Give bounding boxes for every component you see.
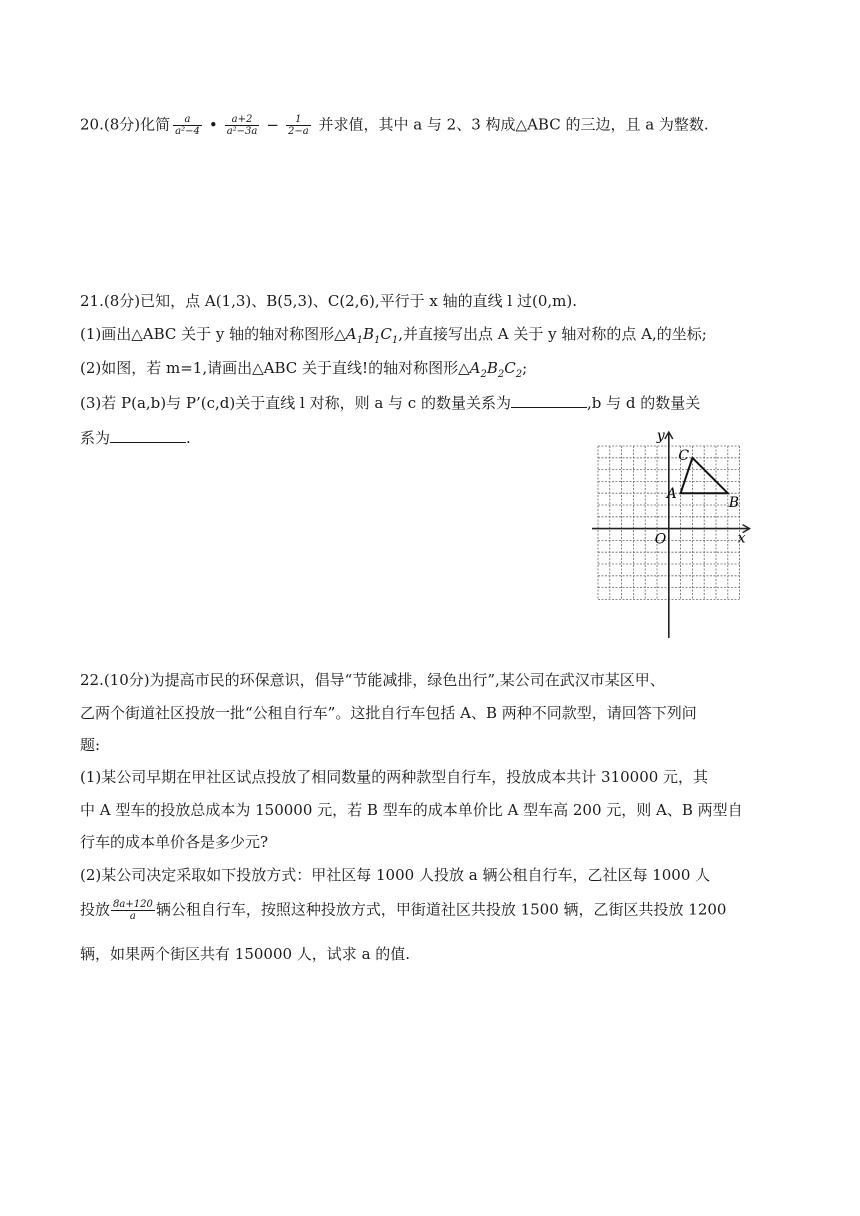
triangle-a1b1c1: $A_1B_1C_1$ bbox=[345, 325, 399, 346]
q21-part3-line2: 系为 . bbox=[80, 429, 191, 447]
answer-blank-1[interactable] bbox=[511, 393, 587, 408]
q21-part1: (1)画出△ABC 关于 y 轴的轴对称图形$\triangle A_1B_1C_1$,并直接写出点 A 关于 y 轴对称的点 A,的坐标; bbox=[80, 325, 707, 346]
q22-line3: 题: bbox=[80, 736, 101, 754]
coordinate-grid-figure bbox=[590, 428, 796, 642]
q21-part2: (2)如图，若 m=1,请画出△ABC 关于直线!的轴对称图形$\triangle A_2B_2C_2$; bbox=[80, 359, 528, 380]
q22-fraction: $\frac{8a+120}{a}$ bbox=[113, 899, 153, 922]
point-a-label: A bbox=[666, 486, 677, 503]
axes bbox=[592, 432, 750, 638]
q22-part1-line1: (1)某公司早期在甲社区试点投放了相同数量的两种款型自行车，投放成本共计 310000 元，其 bbox=[80, 768, 709, 786]
q22-part1-line2: 中 A 型车的投放总成本为 150000 元，若 B 型车的成本单价比 A 型车高 200 元，则 A、B 两型自 bbox=[80, 801, 743, 819]
q22-part2-line1: (2)某公司决定采取如下投放方式：甲社区每 1000 人投放 a 辆公租自行车，乙社区每 1000 人 bbox=[80, 866, 711, 884]
q20-prefix: 20.(8分)化简 bbox=[80, 115, 171, 134]
q21-part3: (3)若 P(a,b)与 P’(c,d)关于直线 l 对称，则 a 与 c 的数量关系为 ,b 与 d 的数量关 bbox=[80, 394, 701, 412]
q20-line bbox=[80, 114, 709, 137]
point-c-label: C bbox=[678, 447, 690, 464]
q22-line2: 乙两个街道社区投放一批“公租自行车”。这批自行车包括 A、B 两种不同款型，请回答下列问 bbox=[80, 704, 697, 722]
q20-fraction-2: $\frac{a+2}{\text{a²−3a}}$ bbox=[226, 114, 258, 137]
origin-label: O bbox=[654, 531, 667, 548]
q22-part1-line3: 行车的成本单价各是多少元? bbox=[80, 833, 269, 851]
answer-blank-2[interactable] bbox=[110, 428, 186, 443]
q21-intro: 21.(8分)已知，点 A(1,3)、B(5,3)、C(2,6),平行于 x 轴的直线 l 过(0,m). bbox=[80, 292, 577, 310]
q20-minus-sign: − bbox=[266, 115, 279, 134]
x-axis-label: x bbox=[737, 530, 746, 547]
y-axis-label: y bbox=[656, 428, 665, 444]
q20-fraction-1: $\frac{a}{\text{a²−4}}$ bbox=[175, 114, 200, 137]
q20-multiply-sign: • bbox=[208, 115, 218, 134]
q20-fraction-3: $\frac{1}{2-a}$ bbox=[287, 114, 309, 137]
q22-part2-line3: 辆，如果两个街区共有 150000 人，试求 a 的值. bbox=[80, 945, 411, 963]
q20-suffix: 并求值，其中 a 与 2、3 构成△ABC 的三边，且 a 为整数. bbox=[318, 115, 709, 134]
q22-part2-line2: 投放 $\frac{8a+120}{a}$ 辆公租自行车，按照这种投放方式，甲街道社区共投放 1500 辆，乙街区共投放 1200 bbox=[80, 899, 727, 922]
q22-line1: 22.(10分)为提高市民的环保意识，倡导“节能减排，绿色出行”,某公司在武汉市某区甲、 bbox=[80, 671, 665, 689]
triangle-a2b2c2: $A_2B_2C_2$ bbox=[469, 359, 523, 380]
point-b-label: B bbox=[728, 495, 740, 512]
